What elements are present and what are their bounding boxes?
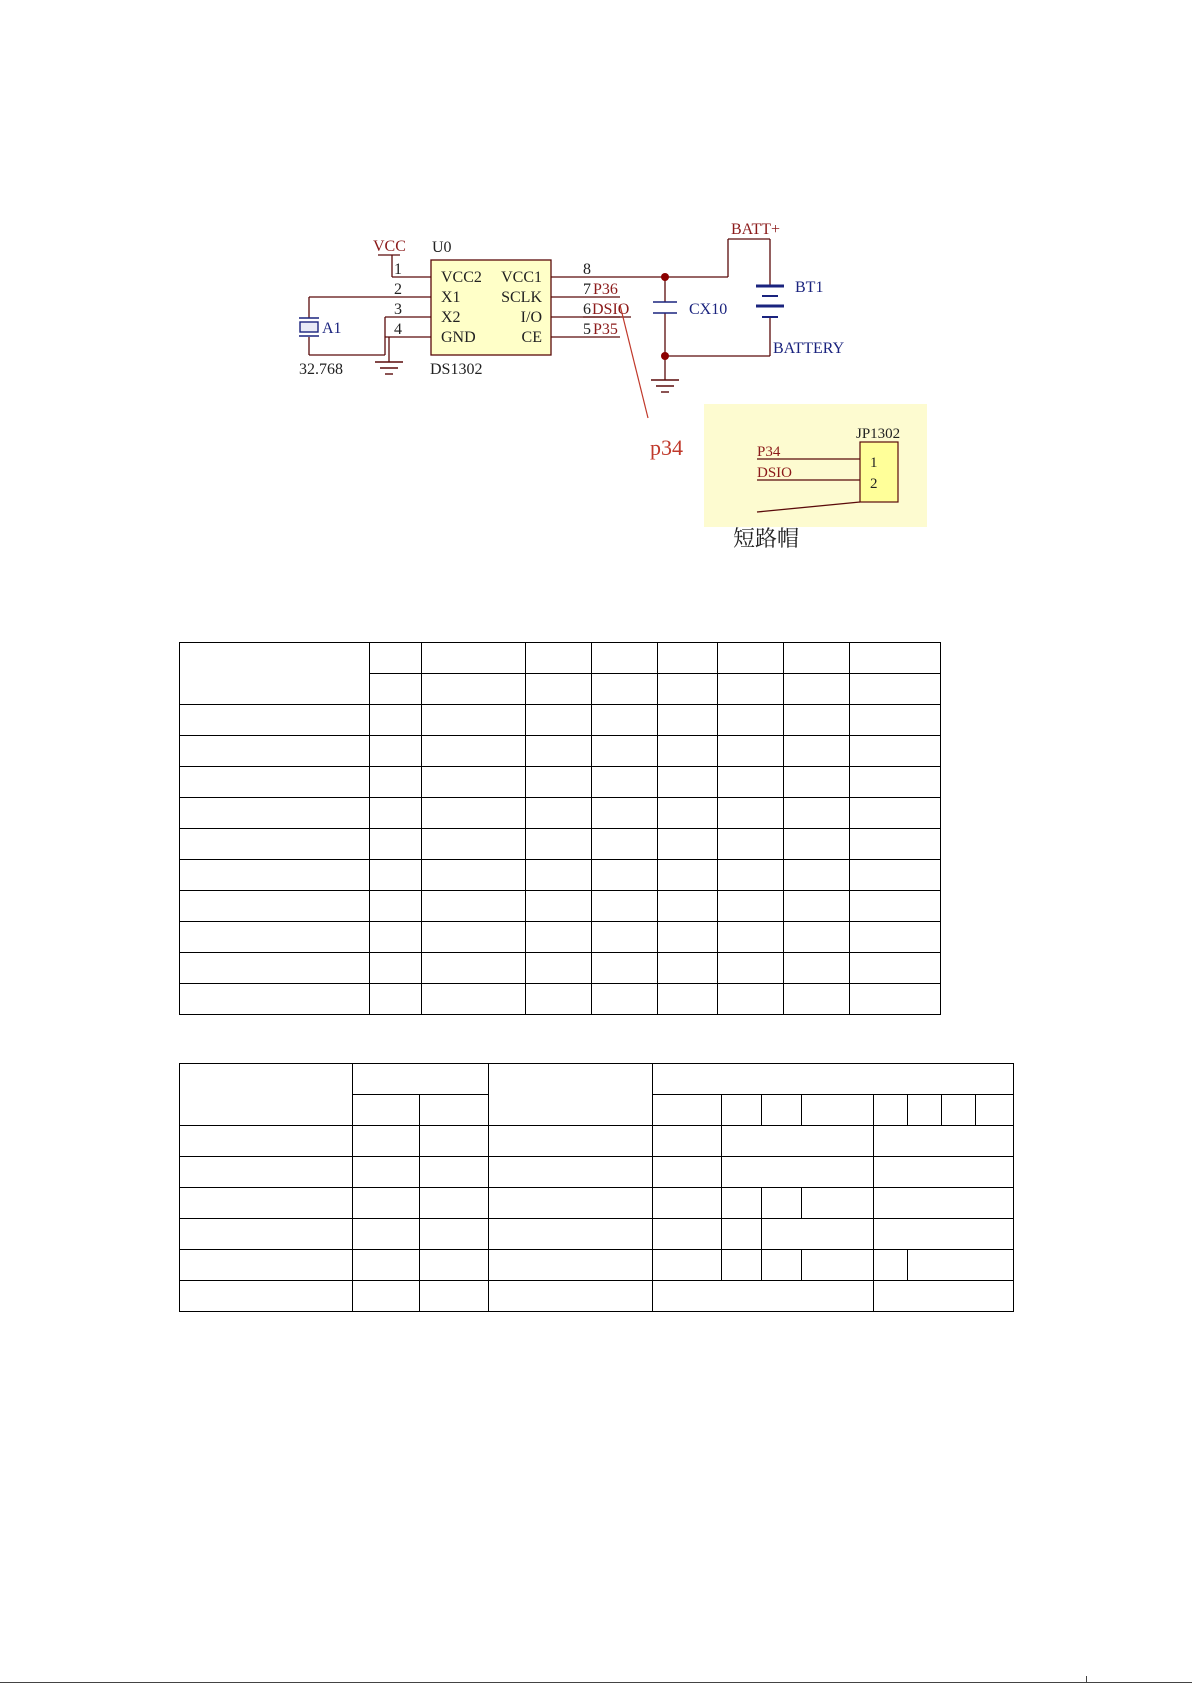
table-cell: [370, 922, 422, 953]
pin-number-1: 1: [394, 261, 402, 278]
table-cell: [422, 922, 526, 953]
table-row: [180, 953, 941, 984]
jumper-pin-2: 2: [870, 476, 878, 492]
table-cell: [722, 1157, 874, 1188]
table-cell: [850, 891, 941, 922]
table-cell: [784, 829, 850, 860]
table-cell: [658, 674, 718, 705]
table-cell: [658, 891, 718, 922]
table-row: [180, 1126, 1014, 1157]
table-cell: [653, 1281, 874, 1312]
jumper-net-dsio: DSIO: [757, 465, 793, 481]
table-cell: [180, 1188, 353, 1219]
net-p35: P35: [593, 321, 618, 338]
table-cell: [370, 643, 422, 674]
table-cell: [850, 736, 941, 767]
table-cell: [422, 891, 526, 922]
table-cell: [722, 1126, 874, 1157]
table-cell: [718, 860, 784, 891]
table-row: [180, 736, 941, 767]
table-cell: [353, 1095, 420, 1126]
table-cell: [653, 1126, 722, 1157]
table-cell: [942, 1095, 976, 1126]
table-cell: [784, 922, 850, 953]
table-cell: [784, 984, 850, 1015]
jumper-pin-1: 1: [870, 455, 878, 471]
table-cell: [718, 829, 784, 860]
table-cell: [592, 953, 658, 984]
table-cell: [718, 984, 784, 1015]
table-cell: [526, 860, 592, 891]
table-row: [180, 1219, 1014, 1250]
table-cell: [370, 953, 422, 984]
table-cell: [180, 1219, 353, 1250]
table-cell: [718, 922, 784, 953]
table-cell: [658, 860, 718, 891]
table-cell: [762, 1250, 802, 1281]
u0-ref: U0: [432, 239, 452, 256]
table-cell: [370, 705, 422, 736]
table-cell: [180, 705, 370, 736]
table-cell: [653, 1064, 1014, 1095]
table-cell: [658, 705, 718, 736]
table-cell: [592, 767, 658, 798]
table-cell: [658, 922, 718, 953]
table-cell: [718, 674, 784, 705]
table-cell: [526, 953, 592, 984]
crystal-symbol: [299, 318, 319, 336]
table-cell: [180, 891, 370, 922]
table-cell: [784, 643, 850, 674]
table-row: [180, 643, 941, 674]
table-cell: [850, 705, 941, 736]
table-cell: [658, 736, 718, 767]
jumper-body: [860, 442, 898, 502]
table-cell: [592, 705, 658, 736]
table-cell: [850, 860, 941, 891]
table-cell: [422, 798, 526, 829]
table-cell: [658, 984, 718, 1015]
table-cell: [722, 1188, 762, 1219]
net-vcc: VCC: [373, 238, 406, 255]
table-cell: [526, 829, 592, 860]
table-cell: [874, 1095, 908, 1126]
table-cell: [526, 984, 592, 1015]
table-cell: [784, 674, 850, 705]
table-cell: [592, 860, 658, 891]
table-cell: [180, 1281, 353, 1312]
net-p36: P36: [593, 281, 618, 298]
table-cell: [653, 1188, 722, 1219]
table-cell: [718, 736, 784, 767]
table-cell: [370, 829, 422, 860]
table-row: [180, 1064, 1014, 1095]
table-cell: [874, 1188, 1014, 1219]
table-cell: [420, 1126, 489, 1157]
junction-dot: [661, 273, 669, 281]
table-cell: [762, 1188, 802, 1219]
table-cell: [370, 767, 422, 798]
table-cell: [526, 705, 592, 736]
table-cell: [489, 1126, 653, 1157]
pin-vcc1: VCC1: [501, 269, 542, 286]
table-row: [180, 767, 941, 798]
table-cell: [850, 922, 941, 953]
table-cell: [489, 1188, 653, 1219]
table-cell: [592, 736, 658, 767]
table-cell: [850, 674, 941, 705]
page-footer-rule: [0, 1682, 1192, 1683]
net-dsio: DSIO: [592, 301, 630, 318]
u0-part-number: DS1302: [430, 361, 483, 378]
table-cell: [526, 767, 592, 798]
table-cell: [422, 767, 526, 798]
table-row: [180, 829, 941, 860]
table-cell: [784, 798, 850, 829]
table-row: [180, 891, 941, 922]
table-cell: [370, 984, 422, 1015]
table-cell: [353, 1219, 420, 1250]
table-cell: [489, 1250, 653, 1281]
table-cell: [850, 767, 941, 798]
table-cell: [784, 736, 850, 767]
table-cell: [353, 1126, 420, 1157]
table-cell: [908, 1250, 1014, 1281]
table-cell: [180, 736, 370, 767]
table-cell: [370, 891, 422, 922]
table-cell: [658, 953, 718, 984]
crystal-ref: A1: [322, 320, 342, 337]
table-cell: [722, 1095, 762, 1126]
table-cell: [370, 860, 422, 891]
table-cell: [370, 674, 422, 705]
table-cell: [874, 1157, 1014, 1188]
table-cell: [850, 798, 941, 829]
table-cell: [180, 953, 370, 984]
pin-number-8: 8: [583, 261, 591, 278]
table-cell: [658, 798, 718, 829]
table-cell: [420, 1219, 489, 1250]
page-footer-tick: [1086, 1676, 1087, 1682]
table-cell: [802, 1095, 874, 1126]
table-cell: [180, 1157, 353, 1188]
table-cell: [762, 1095, 802, 1126]
jumper-net-p34: P34: [757, 444, 781, 460]
pin-ce: CE: [521, 329, 542, 346]
annotation-p34: p34: [650, 435, 683, 460]
table-cell: [722, 1250, 762, 1281]
pin-io: I/O: [520, 309, 542, 326]
battery-label: BATTERY: [773, 340, 845, 357]
table-cell: [874, 1126, 1014, 1157]
ground-icon: [375, 362, 403, 374]
table-row: [180, 1157, 1014, 1188]
table-row: [180, 984, 941, 1015]
table-cell: [718, 643, 784, 674]
table-cell: [592, 829, 658, 860]
pin-number-3: 3: [394, 301, 402, 318]
jumper-ref: JP1302: [856, 426, 901, 442]
table-cell: [420, 1281, 489, 1312]
table-cell: [180, 829, 370, 860]
table-cell: [653, 1250, 722, 1281]
table-cell: [802, 1250, 874, 1281]
table-cell: [489, 1064, 653, 1126]
pin-number-2: 2: [394, 281, 402, 298]
table-cell: [353, 1188, 420, 1219]
table-cell: [370, 798, 422, 829]
table-cell: [422, 829, 526, 860]
table-cell: [784, 705, 850, 736]
register-table-2: [179, 1063, 1014, 1312]
table-cell: [422, 674, 526, 705]
pin-gnd: GND: [441, 329, 476, 346]
table-row: [180, 1250, 1014, 1281]
battery-symbol: [756, 286, 784, 317]
pin-number-4: 4: [394, 321, 402, 338]
table-cell: [762, 1219, 874, 1250]
pin-sclk: SCLK: [501, 289, 542, 306]
table-cell: [526, 643, 592, 674]
table-cell: [784, 891, 850, 922]
table-cell: [422, 860, 526, 891]
table-cell: [784, 860, 850, 891]
pin-x1: X1: [441, 289, 461, 306]
table-cell: [658, 829, 718, 860]
table-cell: [180, 1064, 353, 1126]
ds1302-schematic: [0, 0, 1192, 560]
table-cell: [422, 953, 526, 984]
table-row: [180, 1188, 1014, 1219]
table-cell: [180, 767, 370, 798]
table-cell: [420, 1250, 489, 1281]
table-cell: [874, 1250, 908, 1281]
table-cell: [526, 674, 592, 705]
junction-dot: [661, 352, 669, 360]
table-cell: [850, 953, 941, 984]
table-cell: [370, 736, 422, 767]
table-cell: [653, 1157, 722, 1188]
table-cell: [420, 1095, 489, 1126]
table-cell: [908, 1095, 942, 1126]
table-cell: [592, 674, 658, 705]
table-cell: [489, 1219, 653, 1250]
jumper-note: 短路帽: [733, 527, 800, 552]
table-cell: [526, 736, 592, 767]
battery-ref: BT1: [795, 279, 824, 296]
table-cell: [526, 922, 592, 953]
table-cell: [422, 984, 526, 1015]
table-cell: [592, 891, 658, 922]
table-cell: [180, 860, 370, 891]
crystal-value: 32.768: [299, 361, 343, 378]
table-cell: [658, 643, 718, 674]
table-cell: [874, 1281, 1014, 1312]
table-cell: [850, 829, 941, 860]
table-cell: [592, 643, 658, 674]
table-cell: [180, 643, 370, 705]
table-cell: [653, 1095, 722, 1126]
table-cell: [422, 736, 526, 767]
net-batt-plus: BATT+: [731, 221, 781, 238]
table-cell: [976, 1095, 1014, 1126]
table-cell: [489, 1157, 653, 1188]
table-cell: [850, 984, 941, 1015]
table-row: [180, 860, 941, 891]
table-cell: [422, 705, 526, 736]
table-cell: [718, 798, 784, 829]
table-cell: [526, 798, 592, 829]
table-cell: [874, 1219, 1014, 1250]
table-cell: [420, 1188, 489, 1219]
pin-x2: X2: [441, 309, 461, 326]
table-cell: [180, 922, 370, 953]
table-row: [180, 922, 941, 953]
table-cell: [489, 1281, 653, 1312]
table-cell: [718, 891, 784, 922]
register-table-1: [179, 642, 941, 1015]
table-cell: [592, 984, 658, 1015]
table-cell: [180, 1250, 353, 1281]
table-cell: [180, 798, 370, 829]
table-cell: [592, 922, 658, 953]
table-cell: [718, 767, 784, 798]
table-row: [180, 705, 941, 736]
table-row: [180, 1281, 1014, 1312]
table-cell: [353, 1157, 420, 1188]
table-cell: [653, 1219, 722, 1250]
table-cell: [802, 1188, 874, 1219]
table-cell: [180, 1126, 353, 1157]
table-cell: [850, 643, 941, 674]
pin-number-5: 5: [583, 321, 591, 338]
table-cell: [180, 984, 370, 1015]
table-cell: [353, 1064, 489, 1095]
pin-number-7: 7: [583, 281, 591, 298]
capacitor-symbol: [653, 302, 677, 313]
table-cell: [718, 953, 784, 984]
table-row: [180, 798, 941, 829]
pin-number-6: 6: [583, 301, 591, 318]
table-cell: [784, 953, 850, 984]
table-cell: [658, 767, 718, 798]
table-cell: [592, 798, 658, 829]
table-cell: [353, 1281, 420, 1312]
table-cell: [784, 767, 850, 798]
table-cell: [422, 643, 526, 674]
table-cell: [353, 1250, 420, 1281]
pin-vcc2: VCC2: [441, 269, 482, 286]
table-cell: [722, 1219, 762, 1250]
ground-icon: [651, 380, 679, 392]
capacitor-ref: CX10: [689, 301, 728, 318]
table-cell: [526, 891, 592, 922]
table-cell: [718, 705, 784, 736]
table-cell: [420, 1157, 489, 1188]
